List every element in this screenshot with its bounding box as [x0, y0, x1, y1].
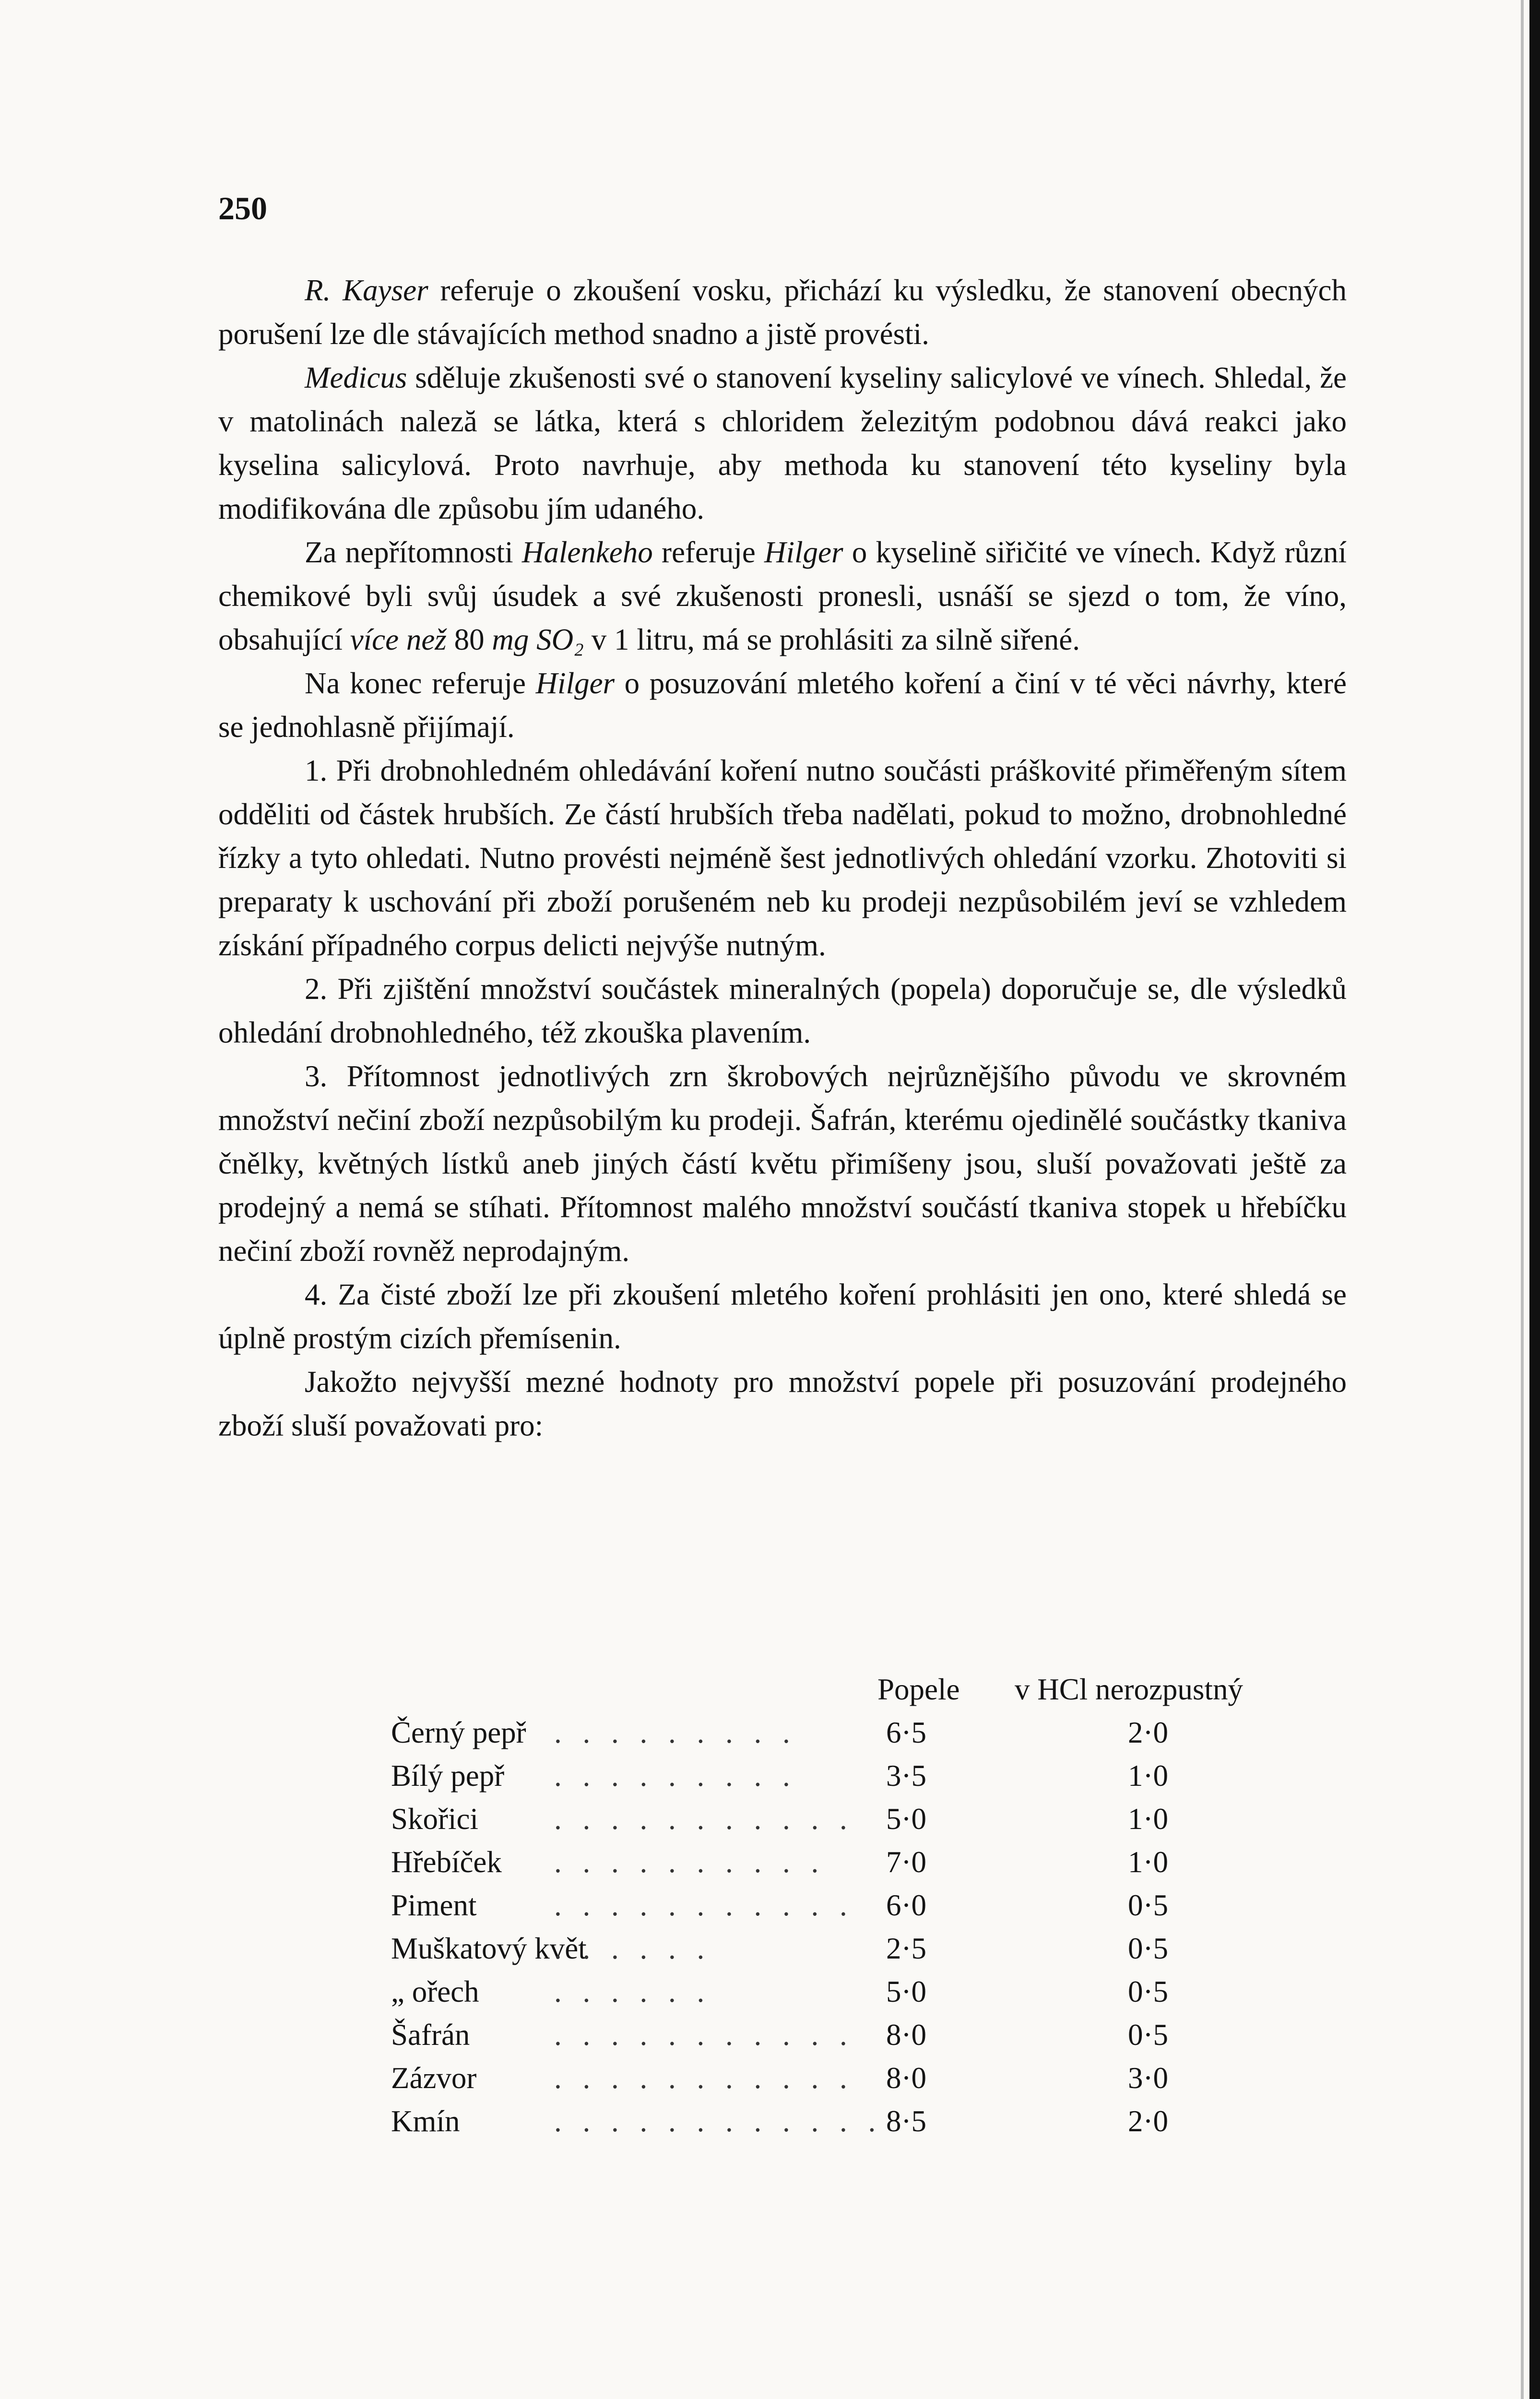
page-number: 250 — [218, 190, 267, 226]
row-name: Muškatový květ — [391, 1932, 587, 1965]
paragraph — [218, 269, 1347, 356]
row-popel: 6·5 — [886, 1716, 926, 1749]
row-hcl: 2·0 — [1128, 1716, 1168, 1749]
row-name: Piment — [391, 1888, 477, 1922]
scan-edge — [1529, 0, 1540, 2399]
paragraph — [218, 356, 1347, 531]
row-popel: 8·0 — [886, 2018, 926, 2052]
row-leader-dots: . . . . . . . . . . . — [554, 1888, 854, 1922]
row-popel: 5·0 — [886, 1975, 926, 2008]
row-hcl: 0·5 — [1128, 1932, 1168, 1965]
row-leader-dots: . . . . . . . . . . . — [554, 1802, 854, 1836]
row-name: Černý pepř — [391, 1716, 526, 1749]
row-hcl: 2·0 — [1128, 2104, 1168, 2138]
italic-text: R. Kayser — [305, 273, 428, 307]
row-popel: 6·0 — [886, 1888, 926, 1922]
row-leader-dots: . . . . . . — [554, 1975, 711, 2008]
header-popele: Popele — [877, 1673, 960, 1706]
row-hcl: 1·0 — [1128, 1845, 1168, 1879]
row-hcl: 0·5 — [1128, 1975, 1168, 2008]
row-name: Šafrán — [391, 2018, 470, 2052]
row-name: Bílý pepř — [391, 1759, 505, 1793]
table-row — [218, 1754, 1347, 1797]
text-run: v 1 litru, má se prohlásiti za silně siřené. — [583, 623, 1080, 656]
italic-text: Hilger — [764, 535, 843, 569]
row-hcl: 0·5 — [1128, 1888, 1168, 1922]
paragraph — [218, 1360, 1347, 1448]
row-name: Skořici — [391, 1802, 478, 1836]
row-leader-dots: . . . . . . . . . . . — [554, 2061, 854, 2095]
text-run: 3. Přítomnost jednotlivých zrn škrobových nejrůznějšího původu ve skrovném množství nečiní zboží nezpůsobilým ku prodeji. Šafrán, kterému ojedinělé součástky tkaniva čnělky, květných lístků aneb jiných částí květu přimíšeny jsou, sluší považovati ještě za prodejný a nemá se stíhati. Přítomnost malého množství součástí tkaniva stopek u hřebíčku nečiní zboží rovněž neprodajným. — [218, 1059, 1347, 1268]
row-name: Zázvor — [391, 2061, 477, 2095]
body-text — [218, 269, 1347, 1448]
paragraph — [218, 662, 1347, 749]
table-row — [218, 2056, 1347, 2100]
table-body — [218, 1711, 1347, 2143]
row-popel: 7·0 — [886, 1845, 926, 1879]
table-row — [218, 2100, 1347, 2143]
row-popel: 2·5 — [886, 1932, 926, 1965]
text-run: referuje o zkoušení vosku, přichází ku výsledku, že stanovení obecných porušení lze dle stávajících method snadno a jistě provésti. — [218, 273, 1347, 351]
text-run: 1. Při drobnohledném ohledávání koření nutno součásti práškovité přiměřeným sítem odděliti od částek hrubších. Ze částí hrubších třeba nadělati, pokud to možno, drobnohledné řízky a tyto ohledati. Nutno provésti nejméně šest jednotlivých ohledání vzorku. Zhotoviti si preparaty k uschování při zboží porušeném neb ku prodeji nezpůsobilém jeví se vzhledem získání případného corpus delicti nejvýše nutným. — [218, 754, 1347, 962]
row-hcl: 0·5 — [1128, 2018, 1168, 2052]
row-hcl: 1·0 — [1128, 1802, 1168, 1836]
row-popel: 8·5 — [886, 2104, 926, 2138]
table-row — [218, 2013, 1347, 2056]
row-leader-dots: . . . . . . . . . — [554, 1759, 797, 1793]
row-name: Hřebíček — [391, 1845, 502, 1879]
row-leader-dots: . . . . . . . . . . . — [554, 2018, 854, 2052]
paragraph — [218, 1055, 1347, 1273]
header-hcl: v HCl nerozpustný — [1015, 1673, 1243, 1706]
row-leader-dots: . . . . . . . . . . . . — [554, 2104, 883, 2138]
paragraph — [218, 531, 1347, 662]
table-row — [218, 1711, 1347, 1754]
italic-text: více než — [350, 623, 447, 656]
table-row — [218, 1927, 1347, 1970]
row-popel: 3·5 — [886, 1759, 926, 1793]
row-name: Kmín — [391, 2104, 460, 2138]
text-run: sděluje zkušenosti své o stanovení kyseliny salicylové ve vínech. Shledal, že v matolinách naleză se látka, která s chloridem železitým podobnou dává reakci jako kyselina salicylová. Proto navrhuje, aby methoda ku stanovení této kyseliny byla modifikována dle způsobu jím udaného. — [218, 361, 1347, 525]
row-hcl: 3·0 — [1128, 2061, 1168, 2095]
text-run: Za nepřítomnosti — [305, 535, 522, 569]
text-run: Jakožto nejvyšší mezné hodnoty pro množství popele při posuzování prodejného zboží sluší považovati pro: — [218, 1365, 1347, 1442]
paragraph — [218, 967, 1347, 1055]
row-leader-dots: . . . . . . . . . . — [554, 1845, 826, 1879]
row-popel: 5·0 — [886, 1802, 926, 1836]
table-row — [218, 1797, 1347, 1841]
table-row — [218, 1884, 1347, 1927]
row-name: „ ořech — [391, 1975, 479, 2008]
text-run: referuje — [652, 535, 765, 569]
row-popel: 8·0 — [886, 2061, 926, 2095]
scan-edge-gap — [1521, 0, 1524, 2399]
paragraph — [218, 1273, 1347, 1360]
italic-text: Hilger — [535, 666, 615, 700]
table-header — [218, 1668, 1347, 1711]
text-run: Na konec referuje — [305, 666, 536, 700]
text-run: 4. Za čisté zboží lze při zkoušení mletého koření prohlásiti jen ono, které shledá se úplně prostým cizích přemísenin. — [218, 1278, 1347, 1355]
row-leader-dots: . . . . . . — [554, 1932, 711, 1965]
text-run: 2. Při zjištění množství součástek mineralných (popela) doporučuje se, dle výsledků ohledání drobnohledného, též zkouška plavením. — [218, 972, 1347, 1049]
italic-text: Medicus — [305, 361, 407, 394]
text-run: o posuzování mletého koření a činí v té věci návrhy, které se jednohlasně přijímají. — [218, 666, 1347, 744]
row-hcl: 1·0 — [1128, 1759, 1168, 1793]
table-row — [218, 1841, 1347, 1884]
text-run: 80 — [446, 623, 492, 656]
italic-text: mg SO₂ — [492, 623, 584, 656]
row-leader-dots: . . . . . . . . . — [554, 1716, 797, 1749]
ash-table — [218, 1668, 1347, 2143]
paragraph — [218, 749, 1347, 967]
text-run: o kyselině siřičité ve vínech. Když různí chemikové byli svůj úsudek a své zkušenosti pronesli, usnáší se sjezd o tom, že víno, obsahující — [218, 535, 1347, 656]
table-row — [218, 1970, 1347, 2013]
italic-text: Halenkeho — [521, 535, 653, 569]
